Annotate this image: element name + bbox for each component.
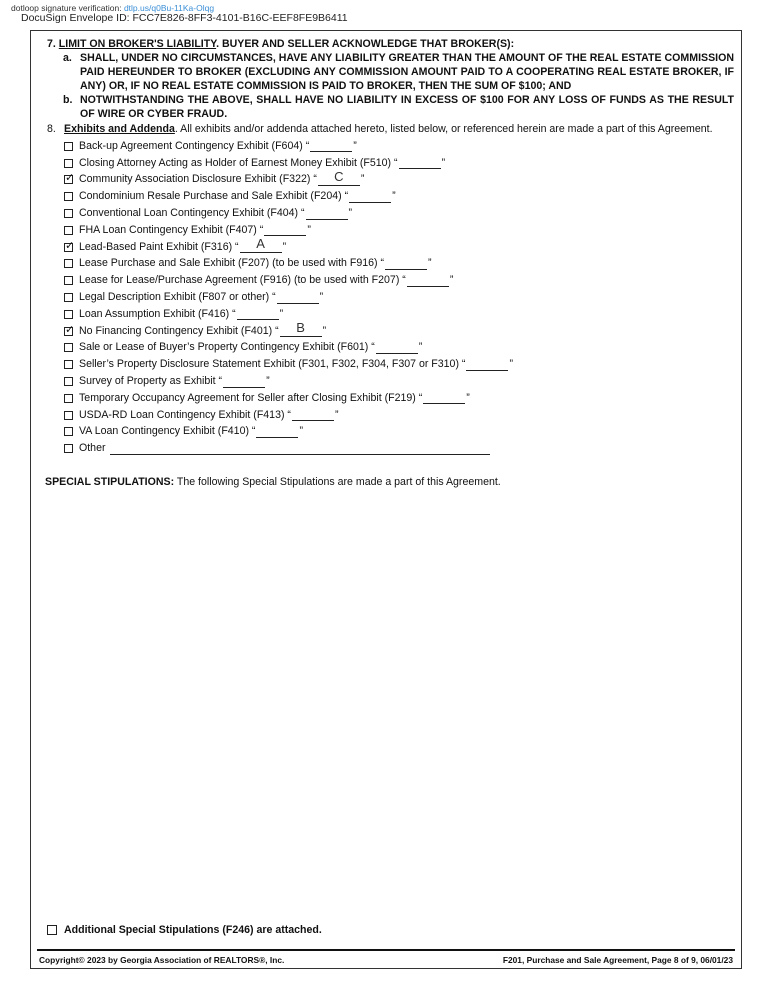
exhibit-quote-end: ” — [466, 391, 470, 404]
special-stipulations: SPECIAL STIPULATIONS: The following Special Stipulations are made a part of this Agreement. — [45, 476, 501, 488]
exhibit-quote-end: ” — [348, 207, 353, 220]
exhibit-label: Survey of Property as Exhibit “ — [79, 375, 223, 388]
exhibit-label: Temporary Occupancy Agreement for Seller after Closing Exhibit (F219) “ — [79, 391, 423, 404]
exhibit-label: FHA Loan Contingency Exhibit (F407) “ — [79, 223, 264, 236]
exhibit-quote-end: ” — [322, 324, 327, 337]
exhibit-letter-field[interactable] — [277, 292, 319, 304]
exhibit-quote-end: ” — [307, 223, 311, 236]
exhibit-letter-field[interactable] — [399, 157, 441, 169]
document-page — [30, 30, 742, 969]
exhibit-label: Lead-Based Paint Exhibit (F316) “ — [79, 240, 239, 253]
exhibit-item — [64, 390, 734, 407]
exhibit-list — [64, 138, 734, 457]
exhibit-letter-field[interactable] — [349, 191, 391, 203]
exhibit-item — [64, 356, 734, 373]
section-7 — [47, 37, 734, 121]
exhibit-letter-field[interactable] — [223, 376, 265, 388]
exhibit-checkbox[interactable] — [64, 142, 73, 151]
exhibit-letter-field[interactable] — [306, 208, 348, 220]
exhibit-checkbox[interactable] — [64, 411, 73, 420]
section-7-heading: 7. LIMIT ON BROKER'S LIABILITY. BUYER AND SELLER ACKNOWLEDGE THAT BROKER(S): — [47, 38, 515, 50]
exhibit-label: Sale or Lease of Buyer’s Property Contingency Exhibit (F601) “ — [79, 341, 375, 354]
section-7-title: LIMIT ON BROKER'S LIABILITY — [58, 38, 217, 50]
exhibit-quote-end: ” — [279, 307, 284, 320]
exhibit-letter-field[interactable] — [256, 426, 298, 438]
additional-stipulations-checkbox[interactable] — [47, 925, 57, 935]
exhibit-item — [64, 236, 734, 256]
exhibit-quote-end: ” — [441, 156, 446, 169]
exhibit-label: Conventional Loan Contingency Exhibit (F404) “ — [79, 207, 305, 220]
exhibit-item — [64, 289, 734, 306]
section-8-title: Exhibits and Addenda — [64, 123, 175, 135]
exhibit-quote-end: ” — [360, 173, 365, 186]
exhibit-item — [64, 205, 734, 222]
exhibit-checkbox[interactable] — [64, 192, 73, 201]
exhibit-item — [64, 306, 734, 323]
section-8-intro: 8. Exhibits and Addenda. All exhibits and/or addenda attached hereto, listed below, or referenced herein are made a part of this Agreement. — [47, 123, 713, 135]
exhibit-letter-field[interactable] — [423, 392, 465, 404]
exhibit-quote-end: ” — [266, 375, 270, 388]
exhibit-letter: C — [334, 168, 344, 184]
other-field[interactable] — [110, 443, 490, 455]
exhibit-letter-field[interactable] — [264, 224, 306, 236]
exhibit-quote-end: ” — [509, 358, 513, 371]
exhibit-quote-end: ” — [449, 274, 454, 287]
exhibit-checkbox[interactable] — [64, 243, 73, 252]
exhibit-checkbox[interactable] — [64, 310, 73, 319]
exhibit-checkbox[interactable] — [64, 427, 73, 436]
exhibit-item — [64, 373, 734, 390]
exhibit-item — [64, 424, 734, 441]
page-footer — [39, 955, 733, 965]
section-8 — [47, 123, 734, 457]
exhibit-item-other — [64, 440, 734, 457]
exhibit-label: Lease Purchase and Sale Exhibit (F207) (to be used with F916) “ — [79, 257, 385, 270]
exhibit-label: Closing Attorney Acting as Holder of Earnest Money Exhibit (F510) “ — [79, 156, 398, 169]
exhibit-checkbox[interactable] — [64, 377, 73, 386]
exhibit-checkbox[interactable] — [64, 360, 73, 369]
exhibit-quote-end: ” — [334, 408, 339, 421]
exhibit-quote-end: ” — [392, 190, 396, 203]
exhibit-label: No Financing Contingency Exhibit (F401) “ — [79, 324, 279, 337]
exhibit-letter-field[interactable] — [385, 258, 427, 270]
exhibit-item — [64, 168, 734, 189]
exhibit-label: USDA-RD Loan Contingency Exhibit (F413) “ — [79, 408, 291, 421]
exhibit-checkbox[interactable] — [64, 394, 73, 403]
exhibit-quote-end: ” — [282, 240, 287, 253]
exhibit-item — [64, 340, 734, 357]
exhibit-letter-field[interactable] — [407, 275, 449, 287]
section-7-item-b: b. NOTWITHSTANDING THE ABOVE, SHALL HAVE NO LIABILITY IN EXCESS OF $100 FOR ANY LOSS OF FUNDS AS THE RESULT OF WIRE OR CYBER FRAUD. — [63, 94, 734, 120]
exhibit-checkbox[interactable] — [64, 175, 73, 184]
other-label: Other — [79, 442, 106, 455]
exhibit-letter: A — [256, 236, 265, 252]
copyright: Copyright© 2023 by Georgia Association of REALTORS®, Inc. — [39, 955, 285, 965]
verification-label: dotloop signature verification: — [11, 3, 122, 13]
exhibit-letter-field[interactable] — [376, 342, 418, 354]
exhibit-label: Lease for Lease/Purchase Agreement (F916) (to be used with F207) “ — [79, 274, 406, 287]
exhibit-letter-field[interactable] — [318, 168, 360, 186]
section-7-item-a: a. SHALL, UNDER NO CIRCUMSTANCES, HAVE ANY LIABILITY GREATER THAN THE AMOUNT OF THE REAL ESTATE COMMISSION PAID HEREUNDER TO BROKER (EXCLUDING ANY COMMISSION AMOUNT PAID TO A COOPERATING REAL ESTATE BROKER, IF ANY) OR, IF NO REAL ESTATE COMMISSION IS PAID TO BROKER, THEN THE SUM OF $100; AND — [63, 52, 734, 92]
exhibit-checkbox[interactable] — [64, 327, 73, 336]
special-stipulations-title: SPECIAL STIPULATIONS: — [45, 476, 175, 488]
exhibit-quote-end: ” — [353, 139, 357, 152]
verification-link[interactable]: dtlp.us/q0Bu-11Ka-Olqg — [123, 3, 215, 13]
exhibit-checkbox[interactable] — [64, 293, 73, 302]
exhibit-label: Back-up Agreement Contingency Exhibit (F604) “ — [79, 139, 310, 152]
exhibit-label: Condominium Resale Purchase and Sale Exhibit (F204) “ — [79, 190, 349, 203]
exhibit-label: Loan Assumption Exhibit (F416) “ — [79, 307, 236, 320]
exhibit-label: Community Association Disclosure Exhibit (F322) “ — [79, 173, 317, 186]
exhibit-quote-end: ” — [428, 257, 432, 270]
exhibit-checkbox[interactable] — [64, 343, 73, 352]
exhibit-item — [64, 155, 734, 172]
exhibit-checkbox[interactable] — [64, 159, 73, 168]
exhibit-quote-end: ” — [319, 291, 324, 304]
exhibit-item — [64, 222, 734, 239]
exhibit-label: VA Loan Contingency Exhibit (F410) “ — [79, 425, 256, 438]
additional-stipulations-label: Additional Special Stipulations (F246) are attached. — [64, 924, 322, 936]
exhibit-checkbox[interactable] — [64, 276, 73, 285]
exhibit-quote-end: ” — [299, 425, 303, 438]
exhibit-letter-field[interactable] — [280, 320, 322, 337]
exhibit-checkbox[interactable] — [64, 444, 73, 453]
exhibit-item — [64, 272, 734, 289]
additional-stipulations — [47, 924, 322, 936]
exhibit-letter-field[interactable] — [240, 236, 282, 253]
envelope-id: DocuSign Envelope ID: FCC7E826-8FF3-4101-B16C-EEF8FE9B6411 — [21, 12, 348, 24]
exhibit-item — [64, 188, 734, 205]
exhibit-item — [64, 320, 734, 340]
exhibit-checkbox[interactable] — [64, 226, 73, 235]
exhibit-item — [64, 138, 734, 155]
exhibit-letter-field[interactable] — [310, 140, 352, 152]
exhibit-checkbox[interactable] — [64, 259, 73, 268]
exhibit-checkbox[interactable] — [64, 209, 73, 218]
exhibit-quote-end: ” — [418, 341, 423, 354]
exhibit-letter: B — [296, 320, 305, 336]
form-id: F201, Purchase and Sale Agreement, Page 8 of 9, 06/01/23 — [502, 955, 733, 965]
exhibit-letter-field[interactable] — [466, 359, 508, 371]
exhibit-item — [64, 256, 734, 273]
exhibit-label: Legal Description Exhibit (F807 or other) “ — [79, 291, 276, 304]
footer-rule — [37, 949, 735, 951]
exhibit-letter-field[interactable] — [237, 308, 279, 320]
exhibit-letter-field[interactable] — [292, 409, 334, 421]
exhibit-label: Seller’s Property Disclosure Statement Exhibit (F301, F302, F304, F307 or F310) “ — [79, 358, 466, 371]
exhibit-item — [64, 407, 734, 424]
